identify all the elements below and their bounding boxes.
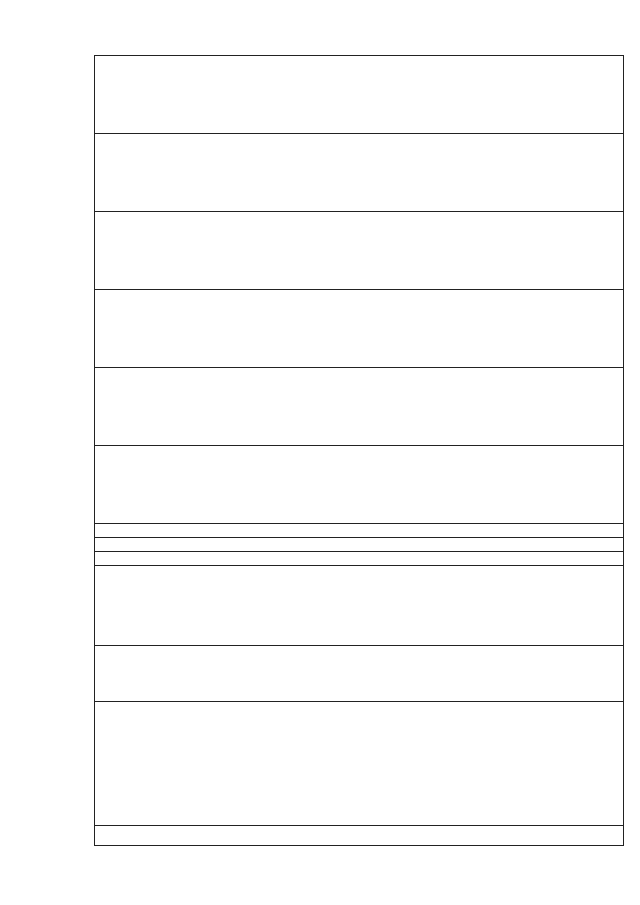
header-cell bbox=[95, 646, 624, 702]
header-cell bbox=[95, 524, 624, 538]
header-cell bbox=[95, 134, 624, 212]
header-cell bbox=[95, 368, 624, 446]
header-cell bbox=[95, 538, 624, 552]
header-cell bbox=[95, 826, 624, 846]
rotated-table-area bbox=[94, 56, 624, 846]
budget-table bbox=[94, 55, 624, 846]
header-cell bbox=[95, 566, 624, 646]
header-cell bbox=[95, 446, 624, 524]
header-cell bbox=[95, 552, 624, 566]
header-cell bbox=[95, 702, 624, 826]
header-cell bbox=[95, 290, 624, 368]
header-row bbox=[95, 56, 624, 846]
header-cell bbox=[95, 56, 624, 134]
header-cell bbox=[95, 212, 624, 290]
